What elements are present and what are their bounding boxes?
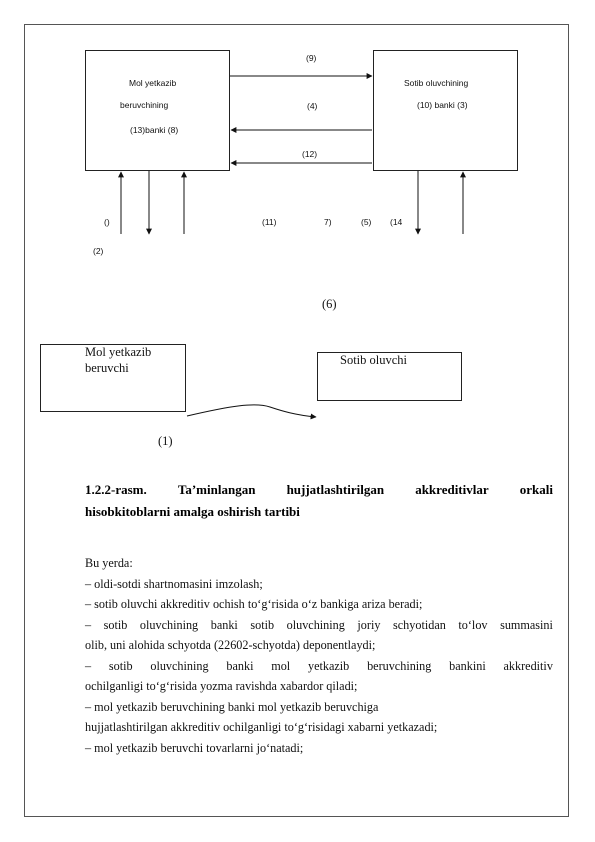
label-7: 7) — [324, 217, 332, 227]
w: sotib — [250, 617, 275, 632]
caption-line2: hisobkitoblarni amalga oshirish tartibi — [85, 504, 300, 519]
w: beruvchining — [367, 658, 432, 673]
caption-word: orkali — [519, 482, 553, 497]
arrow-contract — [187, 405, 316, 417]
w: – — [85, 658, 92, 673]
w: to‘lov — [458, 617, 488, 632]
label-6: (6) — [322, 297, 337, 311]
label-9: (9) — [306, 53, 317, 63]
buyer-box-line1: Sotib oluvchi — [340, 353, 408, 367]
step-3-line2: olib, uni alohida schyotda (22602-schyotda) deponentlaydi; — [85, 638, 376, 652]
w: yetkazib — [307, 658, 350, 673]
step-6: – mol yetkazib beruvchi tovarlarni jo‘natadi; — [85, 740, 304, 755]
label-12: (12) — [302, 149, 318, 159]
label-14: (14 — [390, 217, 403, 227]
buyer-bank-line1: Sotib oluvchining — [404, 78, 469, 88]
w: banki — [210, 617, 238, 632]
label-2: (2) — [93, 246, 104, 256]
w: akkreditiv — [503, 658, 553, 673]
step-1: – oldi-sotdi shartnomasini imzolash; — [85, 576, 263, 591]
seller-bank-line2: beruvchining — [120, 100, 169, 110]
caption-line1 — [85, 479, 553, 501]
step-2: – sotib oluvchi akkreditiv ochish to‘g‘risida o‘z bankiga ariza beradi; — [85, 597, 423, 611]
caption-word: Ta’minlangan — [177, 482, 256, 497]
w: banki — [226, 658, 254, 673]
label-5: (5) — [361, 217, 372, 227]
w: sotib — [103, 617, 128, 632]
w: summasini — [500, 617, 553, 632]
body-text — [85, 553, 553, 758]
step-5-line2: hujjatlashtirilgan akkreditiv ochilganligi to‘g‘risidagi xabarni yetkazadi; — [85, 720, 438, 734]
intro: Bu yerda: — [85, 556, 133, 570]
w: mol — [271, 658, 291, 673]
w: bankini — [449, 658, 486, 673]
w: joriy — [357, 617, 381, 632]
figure-caption — [85, 479, 553, 523]
caption-word: hujjatlashtirilgan — [286, 482, 385, 497]
step-5-line1: – mol yetkazib beruvchining banki mol yetkazib beruvchiga — [85, 699, 379, 714]
step-4-line2: ochilganligi to‘g‘risida yozma ravishda xabardor qiladi; — [85, 679, 358, 693]
w: schyotidan — [393, 617, 446, 632]
w: – — [85, 617, 92, 632]
step-4-line1 — [85, 656, 553, 677]
label-1: (1) — [158, 434, 173, 448]
label-4: (4) — [307, 101, 318, 111]
seller-box-line1: Mol yetkazib — [85, 345, 152, 359]
seller-bank-line3: (13)banki (8) — [130, 125, 179, 135]
caption-word: 1.2.2-rasm. — [85, 482, 147, 497]
w: oluvchining — [286, 617, 345, 632]
w: sotib — [108, 658, 133, 673]
seller-box-line2: beruvchi — [85, 361, 129, 375]
label-11: (11) — [262, 217, 277, 227]
step-3-line1 — [85, 615, 553, 636]
seller-bank-line1: Mol yetkazib — [129, 78, 177, 88]
caption-word: akkreditivlar — [415, 482, 489, 497]
w: oluvchining — [150, 658, 209, 673]
buyer-bank-line2: (10) banki (3) — [417, 100, 468, 110]
label-empty-paren: () — [104, 217, 110, 227]
w: oluvchining — [139, 617, 199, 632]
